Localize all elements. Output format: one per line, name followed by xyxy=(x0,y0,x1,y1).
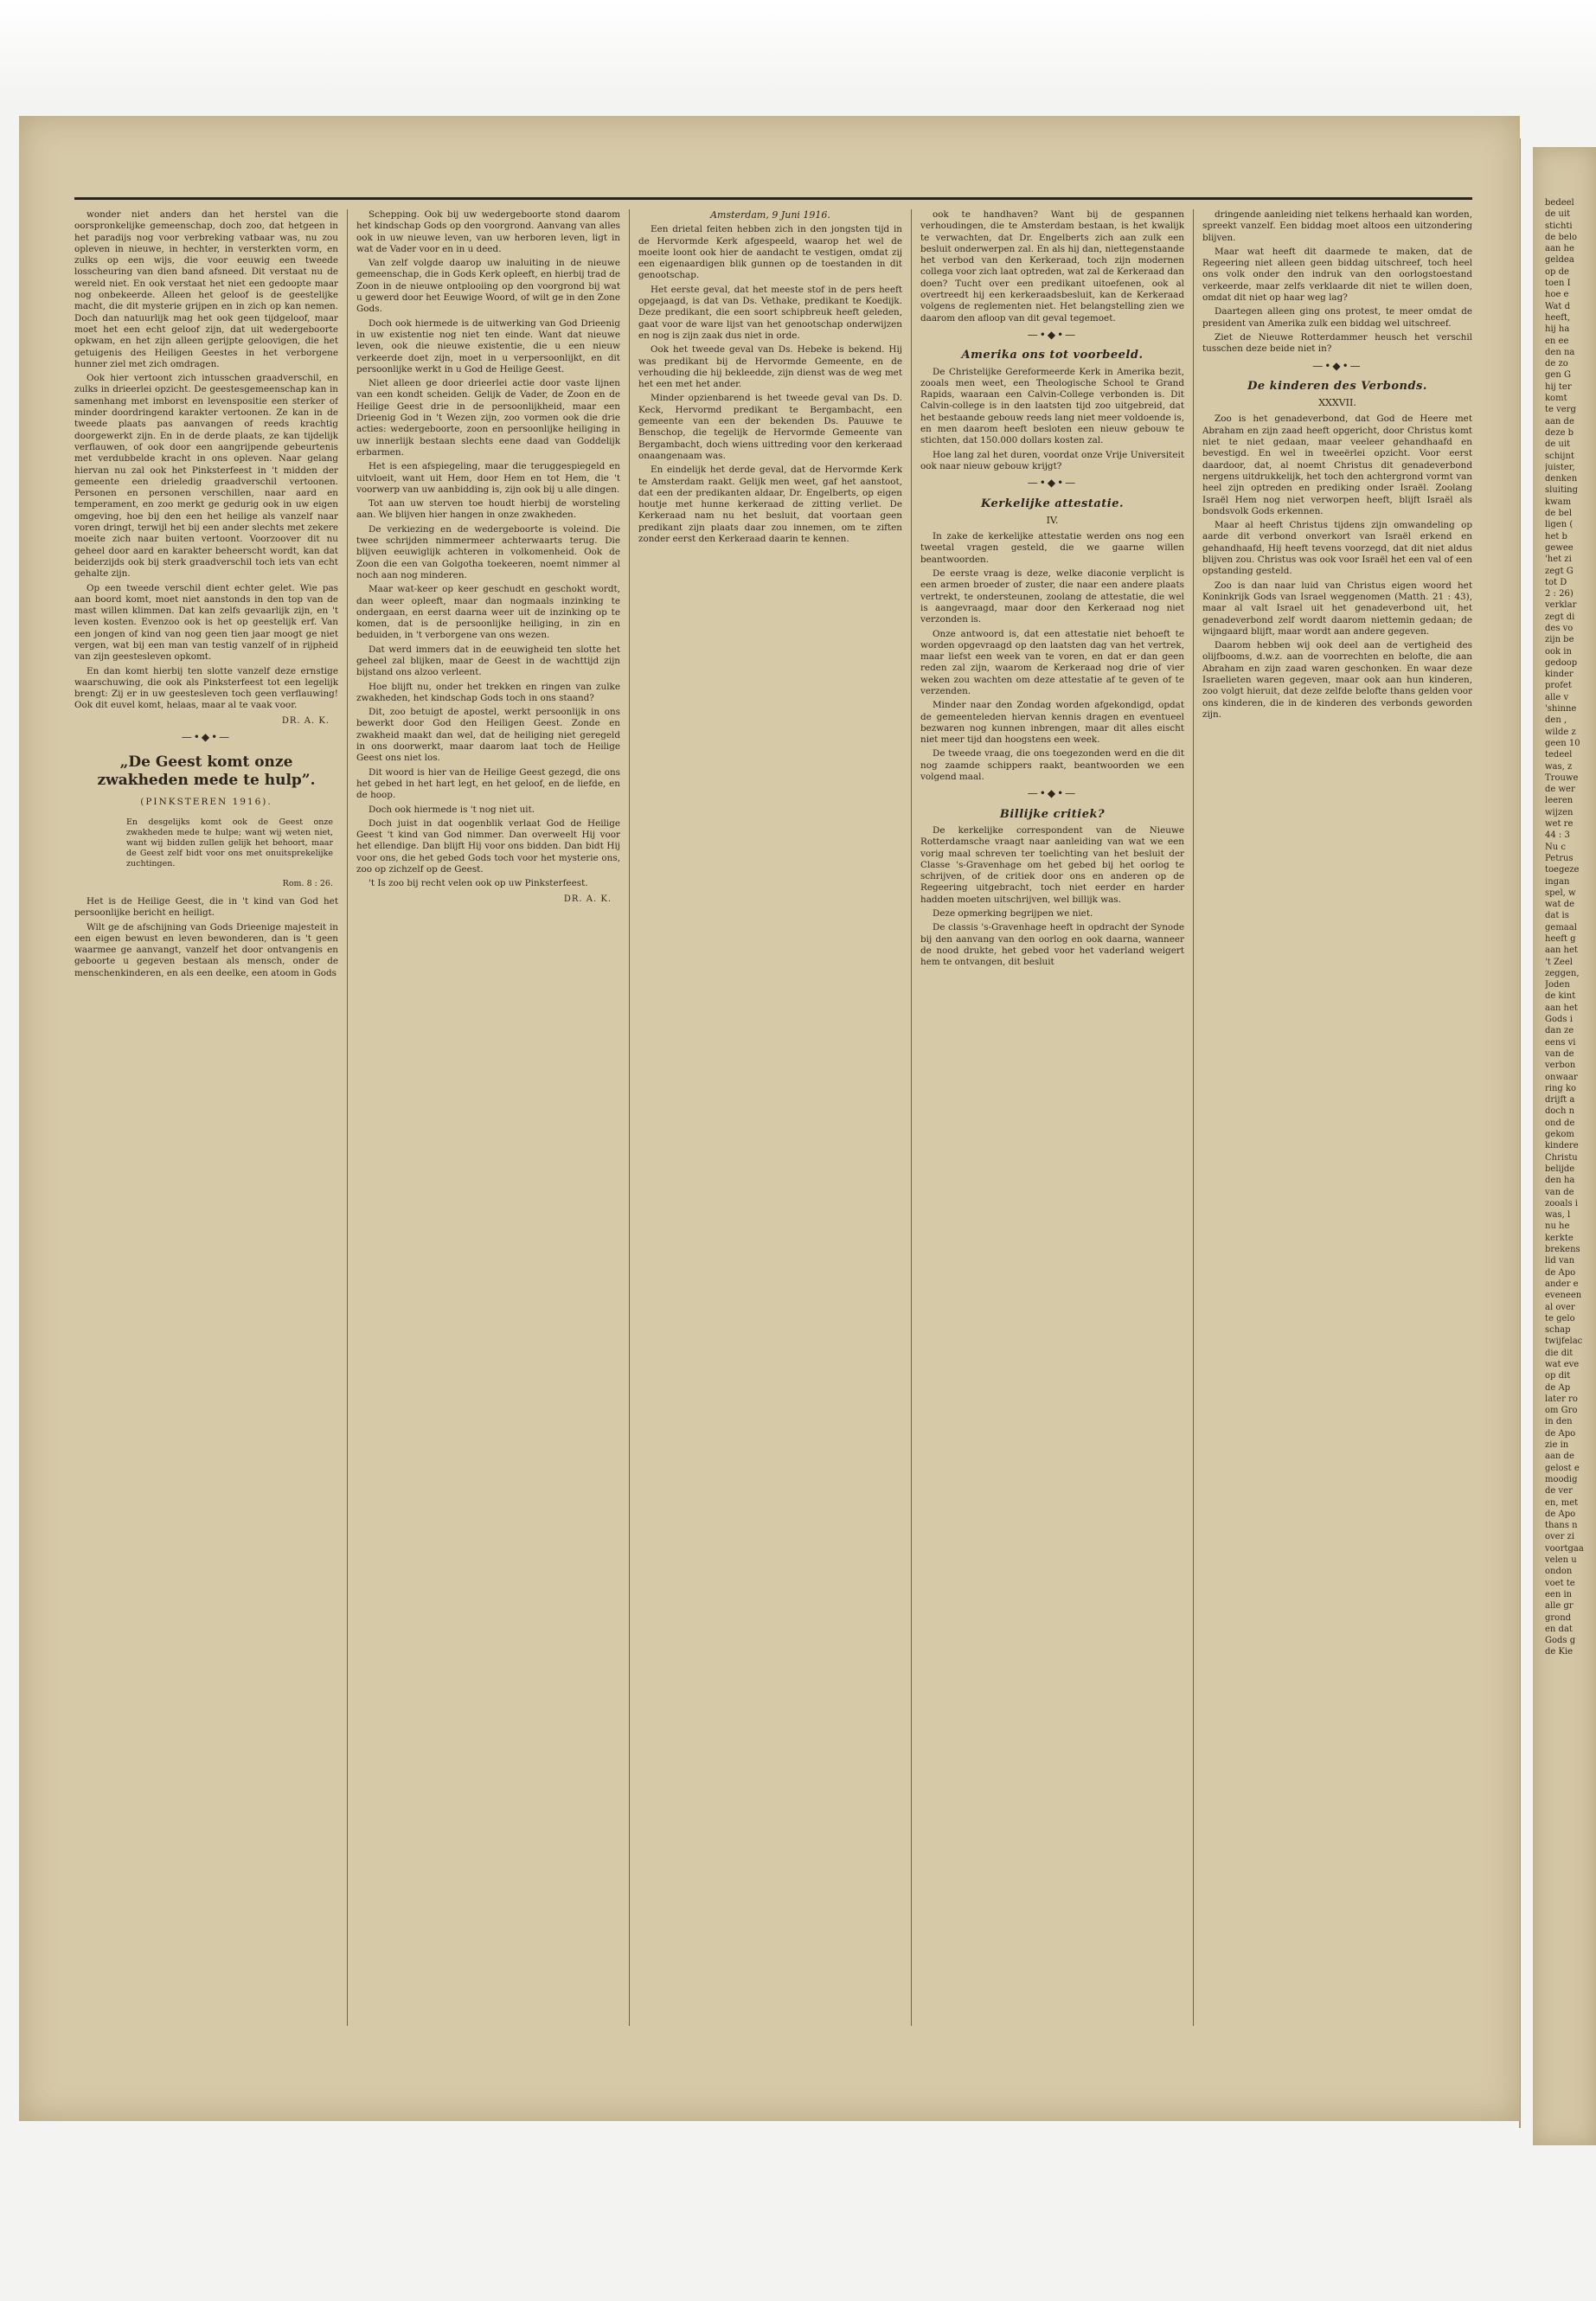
adjacent-line: ondon xyxy=(1545,1567,1573,1577)
adjacent-line: brekens xyxy=(1545,1245,1580,1255)
paragraph: In zake de kerkelijke attestatie werden ons nog een tweetal vragen gesteld, die we gaarne willen beantwoorden. xyxy=(920,531,1184,565)
paragraph: De Christelijke Gereformeerde Kerk in Amerika bezit, zooals men weet, een Theologische School te Grand Rapids, waaraan een Calvin-College verbonden is. Dit Calvin-college is in den laatsten tijd zoo uitgebreid, dat het bestaande gebouw reeds lang niet meer voldoende is, en men daarom heeft besloten een nieuw gebouw te stichten, dat 150.000 dollars kosten zal. xyxy=(920,366,1184,446)
paragraph: Het eerste geval, dat het meeste stof in de pers heeft opgejaagd, is dat van Ds. Vethake, predikant te Koedijk. Deze predikant, die een soort schipbreuk heeft geleden, gaat voor de ware lijst van het genootschap onderwijzen en nog is zijn zaak dus niet in orde. xyxy=(638,284,902,341)
paragraph: De classis 's-Gravenhage heeft in opdracht der Synode bij den aanvang van den oorlog en ook daarna, wanneer de nood drukte, het gebed voor het vaderland weigert hem te ontvangen, dit besluit xyxy=(920,922,1184,968)
column-3 xyxy=(638,209,902,2026)
paragraph: 't Is zoo bij recht velen ook op uw Pinksterfeest. xyxy=(369,878,588,889)
adjacent-line: leeren xyxy=(1545,796,1574,806)
adjacent-line: eens vi xyxy=(1545,1037,1576,1048)
adjacent-line: dan ze xyxy=(1545,1026,1574,1036)
column-4 xyxy=(920,209,1184,2026)
paragraph: Hoe lang zal het duren, voordat onze Vrije Universiteit ook naar nieuw gebouw krijgt? xyxy=(920,449,1184,471)
paragraph: Doch ook hiermede is 't nog niet uit. xyxy=(369,804,535,815)
scanner-background xyxy=(0,0,1596,104)
section-heading: De kinderen des Verbonds. xyxy=(1247,379,1427,393)
adjacent-line: kerkte xyxy=(1545,1233,1574,1243)
column-divider xyxy=(629,209,630,2026)
adjacent-line: denken xyxy=(1545,474,1578,484)
adjacent-line: Nu c xyxy=(1545,842,1566,852)
section-heading: Amerika ons tot voorbeeld. xyxy=(961,349,1144,362)
adjacent-line: 't Zeel xyxy=(1545,957,1573,967)
paragraph: Van zelf volgde daarop uw inaluiting in de nieuwe gemeenschap, die in Gods Kerk opleeft, en hierbij trad de Zoon in de nieuwe ontplooiing op den voorgrond bij wat u gewerd door het Eeuwige Woord, of wilt ge in den Zone Gods. xyxy=(356,258,620,315)
paragraph: Onze antwoord is, dat een attestatie niet behoeft te worden opgevraagd op den laatsten dag van het vertrek, maar liefst een week van te voren, en dat er dan geen reden zal zijn, waarom de Kerkeraad nog drie of vier weken zou wachten om deze attestatie af te geven of te verzenden. xyxy=(920,628,1184,696)
adjacent-line: was, z xyxy=(1545,761,1573,772)
adjacent-line: van de xyxy=(1545,1048,1574,1059)
adjacent-line: de Kie xyxy=(1545,1647,1574,1657)
adjacent-line: twijfelac xyxy=(1545,1336,1583,1347)
paragraph: Doch juist in dat oogenblik verlaat God de Heilige Geest 't kind van God nimmer. Dan overweelt Hij voor het ellendige. Dan blijft Hij voor ons bidden. Dan bidt Hij voor ons, die het gebed Gods toch voor het mysterie ons, zoo op zichzelf op de Geest. xyxy=(356,817,620,875)
scripture-motto: En desgelijks komt ook de Geest onze zwakheden mede te hulpe; want wij weten niet, want wij bidden zullen gelijk het behoort, maar de Geest zelf bidt voor ons met onuitsprekelijke zuchtingen. xyxy=(126,817,333,868)
adjacent-line: moodig xyxy=(1545,1474,1578,1484)
paragraph: Dit woord is hier van de Heilige Geest gezegd, die ons het gebed in het hart legt, en het geloof, en de liefde, en de hoop. xyxy=(356,766,620,801)
paragraph: Daarom hebben wij ook deel aan de vertigheid des olijfbooms, d.w.z. aan de voorrechten en belofte, die aan Abraham en zijn zaad waren geschonken. En waar deze Israelieten waren gegeven, maar ook aan hun kinderen, zoo volgt hieruit, dat deze zelfde belofte thans gelden voor ons kinderen, die in de kinderen des verbonds geworden zijn. xyxy=(1202,640,1472,720)
adjacent-page-strip xyxy=(1533,147,1596,2145)
section-heading: Billijke critiek? xyxy=(999,807,1106,821)
ornament-divider: —•◆•— xyxy=(1312,359,1362,372)
paragraph: Minder opzienbarend is het tweede geval van Ds. D. Keck, Hervormd predikant te Bergambacht, een gemeente van een der bekenden Ds. Pauuwe te Benschop, die tegelijk de Hervormde Gemeente van Bergambacht, doch wiens uittreding voor den kerkeraad onaangenaam was. xyxy=(638,393,902,461)
adjacent-line: tot D xyxy=(1545,577,1567,587)
adjacent-line: heeft, xyxy=(1545,312,1571,323)
adjacent-line: en, met xyxy=(1545,1497,1579,1508)
paragraph: Ziet de Nieuwe Rotterdammer heusch het verschil tusschen deze beide niet in? xyxy=(1202,331,1472,355)
adjacent-line: een in xyxy=(1545,1589,1573,1599)
adjacent-line: al over xyxy=(1545,1302,1575,1312)
adjacent-line: juister, xyxy=(1545,462,1575,472)
adjacent-line: thans n xyxy=(1545,1521,1578,1531)
adjacent-line: 'het zi xyxy=(1545,554,1572,565)
adjacent-line: zeggen, xyxy=(1545,968,1580,978)
adjacent-line: den , xyxy=(1545,715,1567,726)
adjacent-line: gekom xyxy=(1545,1130,1574,1140)
adjacent-line: van de xyxy=(1545,1187,1574,1197)
adjacent-line: 2 : 26) xyxy=(1545,589,1574,599)
paragraph: Niet alleen ge door drieerlei actie door vaste lijnen van een kondt scheiden. Gelijk de Vader, de Zoon en de Heilige Geest drie in de persoonlijkheid, maar een Drieenig God in 't Wezen zijn, zoo vormen ook die drie acties: wedergeboorte, zoon en persoonlijke heiliging in uw innerlijk bestaan slechts eene daad van Goddelijk erbarmen. xyxy=(356,378,620,458)
adjacent-line: grond xyxy=(1545,1612,1572,1623)
paragraph: Een drietal feiten hebben zich in den jongsten tijd in de Hervormde Kerk afgespeeld, waarop het wel de moeite loont ook hier de aandacht te vestigen, omdat zij een eigenaardigen blik gunnen op de toestanden in dit genootschap. xyxy=(638,224,902,281)
adjacent-line: nu he xyxy=(1545,1221,1570,1232)
author-signature: DR. A. K. xyxy=(563,894,612,904)
scripture-reference: Rom. 8 : 26. xyxy=(282,878,333,888)
adjacent-line: drijft a xyxy=(1545,1095,1575,1106)
section-number: XXXVII. xyxy=(1318,397,1356,409)
adjacent-line: gelost e xyxy=(1545,1463,1580,1473)
adjacent-line: doch n xyxy=(1545,1106,1575,1117)
adjacent-line: des vo xyxy=(1545,623,1574,633)
adjacent-line: ook in xyxy=(1545,646,1572,657)
paragraph: Maar wat heeft dit daarmede te maken, dat de Regeering niet alleen geen biddag uitschreef, toch heel ons volk onder den indruk van den oorlogstoestand verkeerde, maar zelfs verklaarde dit niet te willen doen, omdat dit niet op haar weg lag? xyxy=(1202,246,1472,304)
adjacent-line: Joden xyxy=(1545,980,1570,990)
adjacent-line: wat eve xyxy=(1545,1359,1580,1369)
adjacent-line: alle v xyxy=(1545,692,1569,702)
paragraph: Dit, zoo betuigt de apostel, werkt persoonlijk in ons bewerkt door God den Heiligen Geest. Zonde en zwakheid maakt dan wel, dat de heiliging niet geregeld in ons doorwerkt, maar daarom laat toch de Heilige Geest ons niet los. xyxy=(356,707,620,764)
column-divider xyxy=(1193,209,1194,2026)
paragraph: De verkiezing en de wedergeboorte is voleind. Die twee schrijden nimmermeer achterwaarts terug. Die blijven eeuwiglijk achteren in volkomenheid. Ook de Zoon die een van Golgotha toekeeren, noemt nimmer al noch aan nog minderen. xyxy=(356,523,620,580)
adjacent-line: gen G xyxy=(1545,370,1571,381)
adjacent-line: hij ter xyxy=(1545,381,1572,392)
adjacent-line: stichti xyxy=(1545,221,1573,231)
paragraph: En dan komt hierbij ten slotte vanzelf deze ernstige waarschuwing, die ook als Pinksterfeest tot een legelijk brengt: Zij er in uw geestesleven toch geen verflauwing! Ook dit euvel komt, helaas, maar al te vaak voor. xyxy=(74,665,338,711)
column-divider xyxy=(347,209,348,2026)
article-subheading: (PINKSTEREN 1916). xyxy=(140,797,272,808)
adjacent-line: wet re xyxy=(1545,819,1574,830)
adjacent-line: om Gro xyxy=(1545,1406,1578,1416)
section-heading: Kerkelijke attestatie. xyxy=(981,497,1124,510)
adjacent-line: onwaar xyxy=(1545,1072,1578,1082)
paragraph: Tot aan uw sterven toe houdt hierbij de worsteling aan. We blijven hier hangen in onze zwakheden. xyxy=(356,498,620,521)
adjacent-line: velen u xyxy=(1545,1555,1577,1566)
adjacent-line: Gods i xyxy=(1545,1015,1573,1025)
paragraph: Wilt ge de afschijning van Gods Drieenige majesteit in een eigen bewust en leven bewonderen, dan is 't geen waarmee ge aanvangt, vanzelf het door ontvangenis en geboorte u gegeven bestaan als mensch, onder de menschenkinderen, en als een deelke, een atoom in Gods xyxy=(74,921,338,978)
adjacent-line: gemaal xyxy=(1545,922,1577,933)
adjacent-line: belijde xyxy=(1545,1163,1575,1174)
column-5 xyxy=(1202,209,1472,2026)
adjacent-line: sluiting xyxy=(1545,485,1579,496)
adjacent-line: hoe e xyxy=(1545,290,1569,300)
adjacent-line: deze b xyxy=(1545,427,1574,438)
adjacent-line: Wat d xyxy=(1545,301,1570,311)
adjacent-line: voortgaa xyxy=(1545,1543,1584,1554)
adjacent-line: in den xyxy=(1545,1417,1573,1427)
paragraph: Maar al heeft Christus tijdens zijn omwandeling op aarde dit verbond onverkort van Israël erkend en gehandhaafd, Hij heeft tevens voorzegd, dat dit niet aldus blijven zou. Christus was ook voor Israël het een val of een opstanding gesteld. xyxy=(1202,520,1472,577)
paragraph: Hoe blijft nu, onder het trekken en ringen van zulke zwakheden, het kindschap Gods toch in ons staand? xyxy=(356,681,620,703)
adjacent-line: wijzen xyxy=(1545,807,1574,817)
adjacent-line: Petrus xyxy=(1545,853,1574,863)
adjacent-line: en ee xyxy=(1545,336,1569,346)
adjacent-line: aan de xyxy=(1545,1452,1574,1462)
column-1 xyxy=(74,209,338,2026)
column-2 xyxy=(356,209,620,2026)
newspaper-page xyxy=(19,116,1520,2121)
adjacent-page-text xyxy=(1545,197,1596,2100)
paragraph: En eindelijk het derde geval, dat de Hervormde Kerk te Amsterdam raakt. Gelijk men weet, gaf het aanstoot, dat een der predikanten aldaar, Dr. Engelberts, op eigen houtje met hunne kerkeraad de zitting verliet. De Kerkeraad nam nu het besluit, dat voortaan geen predikant zijn plaats daar zou innemen, om te ziften zonder eerst den Kerkeraad daarin te kennen. xyxy=(638,465,902,545)
adjacent-line: 'shinne xyxy=(1545,704,1577,715)
adjacent-line: Christu xyxy=(1545,1152,1578,1163)
adjacent-line: schijnt xyxy=(1545,451,1574,461)
adjacent-line: ond de xyxy=(1545,1118,1575,1128)
column-divider xyxy=(911,209,912,2026)
adjacent-line: 44 : 3 xyxy=(1545,830,1570,841)
adjacent-line: tedeel xyxy=(1545,750,1573,760)
adjacent-line: bedeel xyxy=(1545,198,1574,208)
adjacent-line: gewee xyxy=(1545,542,1574,553)
adjacent-line: toegeze xyxy=(1545,865,1580,875)
adjacent-line: die dit xyxy=(1545,1348,1574,1358)
adjacent-line: de Apo xyxy=(1545,1428,1576,1439)
paragraph: De tweede vraag, die ons toegezonden werd en die dit nog zaamde schippers raakt, beantwoorden we een volgend maal. xyxy=(920,748,1184,783)
page-body xyxy=(74,197,1472,2031)
adjacent-line: komt xyxy=(1545,394,1567,404)
adjacent-line: den ha xyxy=(1545,1176,1575,1186)
adjacent-line: geldea xyxy=(1545,255,1574,266)
paragraph: De kerkelijke correspondent van de Nieuwe Rotterdamsche vraagt naar aanleiding van wat we een vorig maal schreven ter toelichting van het besluit der Classe 's-Gravenhage om het gebed bij het oorlog te schrijven, of de critiek door ons en anderen op de Regeering uitgebracht, toch niet eerder en harder hadden moeten uitschrijven, wel billijk was. xyxy=(920,824,1184,905)
adjacent-line: de Apo xyxy=(1545,1267,1576,1278)
adjacent-line: het b xyxy=(1545,531,1567,542)
adjacent-line: dat is xyxy=(1545,911,1569,921)
adjacent-line: over zi xyxy=(1545,1532,1575,1542)
paragraph: Zoo is dan naar luid van Christus eigen woord het Koninkrijk Gods van Israel weggenomen (Matth. 21 : 43), maar al valt Israel uit het genadeverbond uit, het genadeverbond zelf wordt daarom niettemin gedaan; de wijngaard blijft, maar wordt aan andere gegeven. xyxy=(1202,580,1472,637)
ornament-divider: —•◆•— xyxy=(1027,477,1078,490)
adjacent-line: de uit xyxy=(1545,209,1571,220)
paragraph: Zoo is het genadeverbond, dat God de Heere met Abraham en zijn zaad heeft opgericht, door Christus komt niet te niet gedaan, maar veeleer gehandhaafd en bevestigd. En wel in tweeërlei opzicht. Voor eerst daardoor, dat, al noemt Christus dit genadeverbond nergens uitdrukkelijk, het toch den achtergrond vormt van heel zijn optreden en prediking onder Israël. Zoolang Israël Hem nog niet verworpen heeft, blijft Israël als bondsvolk Gods erkennen. xyxy=(1202,413,1472,516)
adjacent-line: ingan xyxy=(1545,876,1570,887)
adjacent-line: de kint xyxy=(1545,991,1576,1002)
dateline: Amsterdam, 9 Juni 1916. xyxy=(710,209,830,221)
adjacent-line: de Ap xyxy=(1545,1382,1571,1393)
adjacent-line: te gelo xyxy=(1545,1313,1575,1324)
paragraph: Maar wat-keer op keer geschudt en geschokt wordt, dan weer opleeft, maar dan nogmaals inzinking te ondergaan, en eerst daarna weer uit de inzinking op te komen, dat is de persoonlijke heiliging, in zin en beduiden, in 't verborgene van ons wezen. xyxy=(356,584,620,641)
adjacent-line: de belo xyxy=(1545,232,1578,242)
adjacent-line: zegt di xyxy=(1545,612,1575,622)
adjacent-line: wilde z xyxy=(1545,727,1576,737)
adjacent-line: en dat xyxy=(1545,1624,1573,1634)
adjacent-line: lid van xyxy=(1545,1256,1575,1266)
adjacent-line: zooals i xyxy=(1545,1198,1578,1208)
adjacent-line: later ro xyxy=(1545,1394,1578,1404)
adjacent-line: verbon xyxy=(1545,1061,1576,1071)
adjacent-line: ring ko xyxy=(1545,1083,1577,1093)
adjacent-line: de wer xyxy=(1545,785,1575,795)
adjacent-line: zijn be xyxy=(1545,635,1574,645)
paragraph: Ook het tweede geval van Ds. Hebeke is bekend. Hij was predikant bij de Hervormde Gemeente, en de verhouding die hij bekleedde, zijn dienst was de weg met het een met het ander. xyxy=(638,344,902,390)
paragraph: Ook hier vertoont zich intusschen graadverschil, en zulks in drieerlei opzicht. De geestesgemeenschap kan in samenhang met imborst en levenspositie een sterker of minder doordringend karakter vertoonen. Ze kan in de tweede plaats pas aanvangen of reeds krachtig doorgewerkt zijn. En in de derde plaats, ze kan tijdelijk verflauwen, of ook door een aangrijpende gebeurtenis met verdubbelde kracht in ons opleven. Naar gelang hiervan nu zal ook het Pinksterfeest in 't midden der gemeente een drieledig graadverschil vertoonen. Personen en personen verschillen, naar aard en temperament, en zoo merkt ge gedurig ook in uw eigen omgeving, hoe bij den een het heilige als vanzelf naar voren dringt, terwijl het bij een ander slechts met zekere moeite zich naar buiten vertoont. Voorzoover dit nu geheel door aard en karakter beheerscht wordt, kan dat beiderzijds ook bij sterk graadverschil toch iets van echt gehalte zijn. xyxy=(74,373,338,580)
adjacent-line: hij ha xyxy=(1545,324,1570,335)
paragraph: Deze opmerking begrijpen we niet. xyxy=(933,908,1093,920)
ornament-divider: —•◆•— xyxy=(181,731,232,744)
adjacent-line: heeft g xyxy=(1545,934,1576,944)
adjacent-line: zegt G xyxy=(1545,566,1574,576)
adjacent-line: de Apo xyxy=(1545,1509,1576,1519)
paragraph: Doch ook hiermede is de uitwerking van God Drieenig in uw existentie nog niet ten einde. Want dat nieuwe leven, ook die nieuwe existentie, die u een nieuw verkeerde doet zijn, moet in u verpersoonlijkt, en dit persoonlijke werkt in u God de Heilige Geest. xyxy=(356,317,620,375)
paragraph: Op een tweede verschil dient echter gelet. Wie pas aan boord komt, moet niet aanstonds in den top van de mast willen klimmen. Dat kan zelfs gevaarlijk zijn, en 't leven kosten. Evenzoo ook is het op geestelijk erf. Van een jongen of kind van nog geen tien jaar moogt ge niet vergen, wat bij een man van testig vanzelf of in rijpheid van zijn geestesleven opkomt. xyxy=(74,582,338,663)
adjacent-line: eveneen xyxy=(1545,1291,1582,1301)
paragraph: ook te handhaven? Want bij de gespannen verhoudingen, die te Amsterdam bestaan, is het kwalijk te verwachten, dat Dr. Engelberts zich aan zulk een besluit onderwerpen zal. En als hij dan, niettegenstaande het verbod van den Kerkeraad, toch zijn modernen collega voor zich laat optreden, wat zal de Kerkeraad dan doen? Tucht over een predikant uitoefenen, ook al overtreedt hij een kerkeraadsbesluit, kan de Kerkeraad volgens de reglementen niet. Het belangstelling zien we daarom den afloop van dit geval tegemoet. xyxy=(920,209,1184,324)
paragraph: Dat werd immers dat in de eeuwigheid ten slotte het geheel zal blijken, maar de Geest in de wachttijd zijn bijstand ons alzoo verleent. xyxy=(356,644,620,678)
adjacent-line: wat de xyxy=(1545,900,1575,910)
adjacent-line: Trouwe xyxy=(1545,772,1579,783)
adjacent-line: Gods g xyxy=(1545,1636,1576,1646)
article-heading: „De Geest komt onze zwakheden mede te hulp”. xyxy=(97,753,316,790)
adjacent-line: de ver xyxy=(1545,1486,1573,1497)
author-signature: DR. A. K. xyxy=(281,715,330,726)
adjacent-line: ligen ( xyxy=(1545,520,1574,530)
ornament-divider: —•◆•— xyxy=(1027,328,1078,341)
adjacent-line: profet xyxy=(1545,681,1572,691)
paragraph: Daartegen alleen ging ons protest, te meer omdat de president van Amerika zulk een biddag wel uitschreef. xyxy=(1202,306,1472,329)
adjacent-line: aan de xyxy=(1545,416,1574,426)
adjacent-line: aan het xyxy=(1545,1003,1578,1013)
paragraph: dringende aanleiding niet telkens herhaald kan worden, spreekt vanzelf. Een biddag moet altoos een uitzondering blijven. xyxy=(1202,209,1472,243)
adjacent-line: de bel xyxy=(1545,509,1573,519)
adjacent-line: op de xyxy=(1545,266,1569,277)
paragraph: Minder naar den Zondag worden afgekondigd, opdat de gemeenteleden hiervan kennis dragen en eventueel bezwaren nog kunnen inbrengen, maar dit alles eischt niet meer tijd dan hoogstens een week. xyxy=(920,700,1184,746)
header-rule xyxy=(74,197,1472,200)
paragraph: Het is een afspiegeling, maar die teruggespiegeld en uitvloeit, want uit Hem, door Hem en tot Hem, die 't voorwerp van uw aanbidding is, zijn ook bij u alle dingen. xyxy=(356,461,620,495)
adjacent-line: alle gr xyxy=(1545,1601,1574,1612)
adjacent-line: spel, w xyxy=(1545,888,1576,898)
adjacent-line: voet te xyxy=(1545,1578,1575,1588)
adjacent-line: te verg xyxy=(1545,405,1576,415)
adjacent-line: ander e xyxy=(1545,1279,1579,1289)
adjacent-line: gedoop xyxy=(1545,657,1578,668)
adjacent-line: schap xyxy=(1545,1325,1571,1336)
adjacent-line: zie in xyxy=(1545,1440,1569,1451)
adjacent-line: kindere xyxy=(1545,1141,1579,1151)
adjacent-line: kwam xyxy=(1545,497,1572,507)
adjacent-line: geen 10 xyxy=(1545,738,1580,748)
adjacent-line: verklar xyxy=(1545,600,1577,611)
paragraph: wonder niet anders dan het herstel van die oorspronkelijke gemeenschap, doch zoo, dat hetgeen in het paradijs nog voor verbreking vatbaar was, nu zou opleven in nieuwe, in hechter, in versterkten vorm, en zulks op een wijs, die voor eeuwig een tweede losscheuring van dien band afsneed. Dit verstaat nu de wereld niet. En ook verstaat het niet een gedoopte maar nog onbekeerde. Alleen het geloof is de geestelijke macht, die dit mysterie grijpen en in zich op kan nemen. Doch dan natuurlijk mag het ook geen tijdgeloof, maar moet het een echt geloof zijn, dat uit wedergeboorte opkwam, en het zijn alleen gerijpte geloovigen, die het getuigenis des Heiligen Geestes in het verborgene hunner ziel met zich omdragen. xyxy=(74,209,338,369)
section-number: IV. xyxy=(1046,514,1059,526)
paragraph: De eerste vraag is deze, welke diaconie verplicht is een armen broeder of zuster, die naar een andere plaats vertrekt, te ondersteunen, zoolang de attestatie, die wel is aangevraagd, maar door den Kerkeraad nog niet verzonden is. xyxy=(920,568,1184,625)
adjacent-line: toen I xyxy=(1545,279,1571,289)
adjacent-line: kinder xyxy=(1545,670,1574,680)
adjacent-line: op dit xyxy=(1545,1371,1571,1381)
paragraph: Schepping. Ook bij uw wedergeboorte stond daarom het kindschap Gods op den voorgrond. Aanvang van alles ook in uw nieuwe leven, van uw herboren leven, ligt in wat de Vader voor en in u deed. xyxy=(356,209,620,254)
adjacent-line: aan het xyxy=(1545,945,1578,956)
adjacent-line: den na xyxy=(1545,347,1575,357)
adjacent-line: de uit xyxy=(1545,439,1571,450)
paragraph: Het is de Heilige Geest, die in 't kind van God het persoonlijke bericht en heiligt. xyxy=(74,895,338,919)
adjacent-line: de zo xyxy=(1545,359,1568,369)
adjacent-line: aan he xyxy=(1545,244,1574,254)
ornament-divider: —•◆•— xyxy=(1027,787,1078,800)
adjacent-line: was, l xyxy=(1545,1210,1571,1221)
